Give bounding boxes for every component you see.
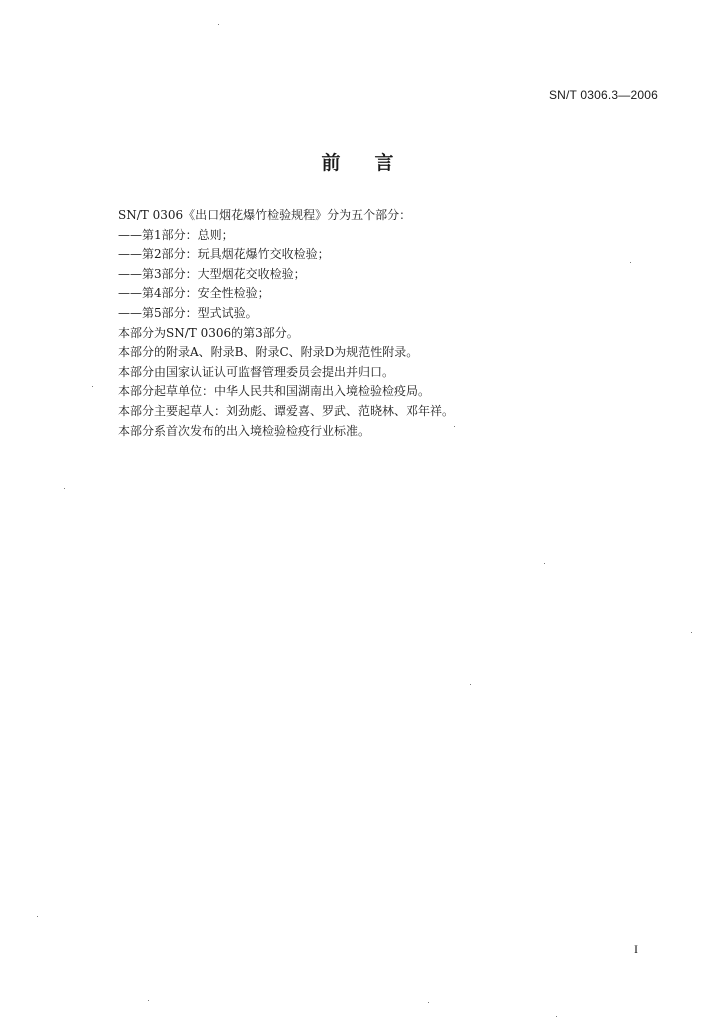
list-item: ——第4部分：安全性检验；: [118, 286, 270, 301]
scan-speck: [556, 1016, 557, 1017]
list-item: ——第5部分：型式试验。: [118, 305, 258, 320]
scan-speck: [92, 386, 93, 387]
list-item: ——第1部分：总则；: [118, 227, 234, 242]
scan-speck: [428, 1002, 429, 1003]
scan-speck: [630, 262, 631, 263]
paragraph: SN/T 0306《出口烟花爆竹检验规程》分为五个部分：: [118, 208, 412, 222]
scan-speck: [64, 488, 65, 489]
paragraph: 本部分为SN/T 0306的第3部分。: [118, 325, 299, 340]
scan-speck: [691, 632, 692, 633]
scan-speck: [37, 916, 38, 917]
paragraph: 本部分主要起草人：刘劲彪、谭爱喜、罗武、范晓林、邓年祥。: [118, 403, 455, 418]
paragraph: 本部分由国家认证认可监督管理委员会提出并归口。: [118, 364, 395, 379]
scan-speck: [454, 426, 455, 427]
paragraph: 本部分起草单位：中华人民共和国湖南出入境检验检疫局。: [118, 384, 431, 399]
scan-speck: [218, 24, 219, 25]
paragraph: 本部分的附录A、附录B、附录C、附录D为规范性附录。: [118, 345, 419, 360]
foreword-body: [118, 206, 638, 441]
page-number: I: [634, 942, 638, 956]
page-title: 前言: [321, 152, 428, 174]
list-item: ——第3部分：大型烟花交收检验；: [118, 266, 306, 281]
standard-number: SN/T 0306.3—2006: [548, 88, 658, 102]
scan-speck: [544, 563, 545, 564]
scan-speck: [148, 1000, 149, 1001]
paragraph: 本部分系首次发布的出入境检验检疫行业标准。: [118, 423, 371, 438]
scan-speck: [470, 684, 471, 685]
list-item: ——第2部分：玩具烟花爆竹交收检验；: [118, 247, 330, 262]
